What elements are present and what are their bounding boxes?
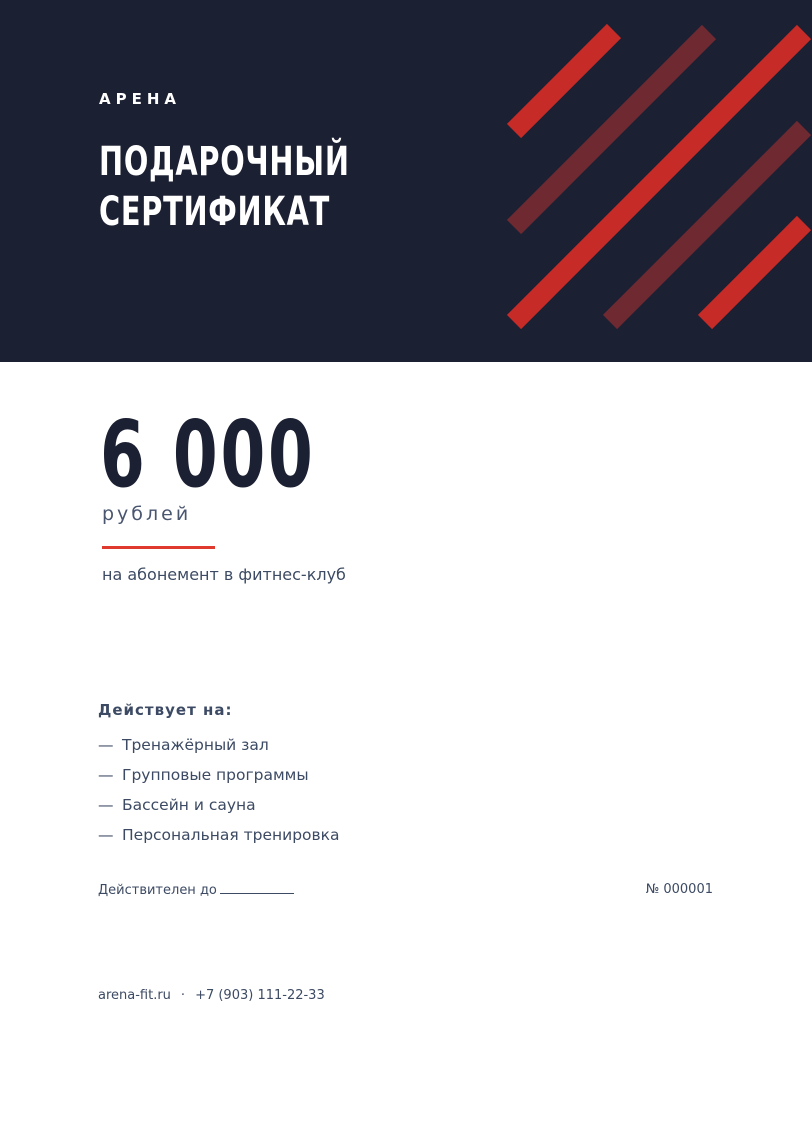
- list-item: [98, 820, 340, 850]
- dash-marker: —: [98, 766, 114, 784]
- service-label: Групповые программы: [122, 766, 309, 784]
- valid-until: [98, 882, 294, 898]
- certificate-header: [0, 0, 812, 362]
- service-label: Тренажёрный зал: [122, 736, 269, 754]
- currency-label: рублей: [102, 503, 192, 525]
- service-label: Персональная тренировка: [122, 826, 340, 844]
- contacts-separator: ·: [180, 988, 186, 1003]
- service-label: Бассейн и сауна: [122, 796, 256, 814]
- list-item: [98, 760, 340, 790]
- list-item: [98, 790, 340, 820]
- website-link[interactable]: arena-fit.ru: [98, 988, 171, 1003]
- decorative-stripes: [0, 0, 812, 362]
- dash-marker: —: [98, 796, 114, 814]
- stripe-4: [610, 128, 804, 322]
- title-line-2: СЕРТИФИКАТ: [99, 189, 331, 235]
- phone-number[interactable]: +7 (903) 111-22-33: [195, 988, 325, 1003]
- stripe-2: [514, 32, 709, 227]
- title-line-1: ПОДАРОЧНЫЙ: [99, 139, 350, 185]
- contacts: [98, 988, 325, 1003]
- brand-name: АРЕНА: [99, 90, 182, 108]
- list-item: [98, 730, 340, 760]
- accent-divider: [102, 546, 215, 549]
- date-blank-line: [220, 882, 294, 894]
- stripe-5: [705, 223, 804, 322]
- certificate-number: № 000001: [645, 882, 713, 897]
- stripe-1: [514, 31, 614, 131]
- valid-until-label: Действителен до: [98, 883, 217, 898]
- dash-marker: —: [98, 736, 114, 754]
- certificate-amount: 6 000: [100, 401, 316, 508]
- dash-marker: —: [98, 826, 114, 844]
- certificate-purpose: на абонемент в фитнес-клуб: [102, 565, 346, 584]
- services-list: [98, 730, 340, 850]
- valid-for-heading: Действует на:: [98, 701, 233, 719]
